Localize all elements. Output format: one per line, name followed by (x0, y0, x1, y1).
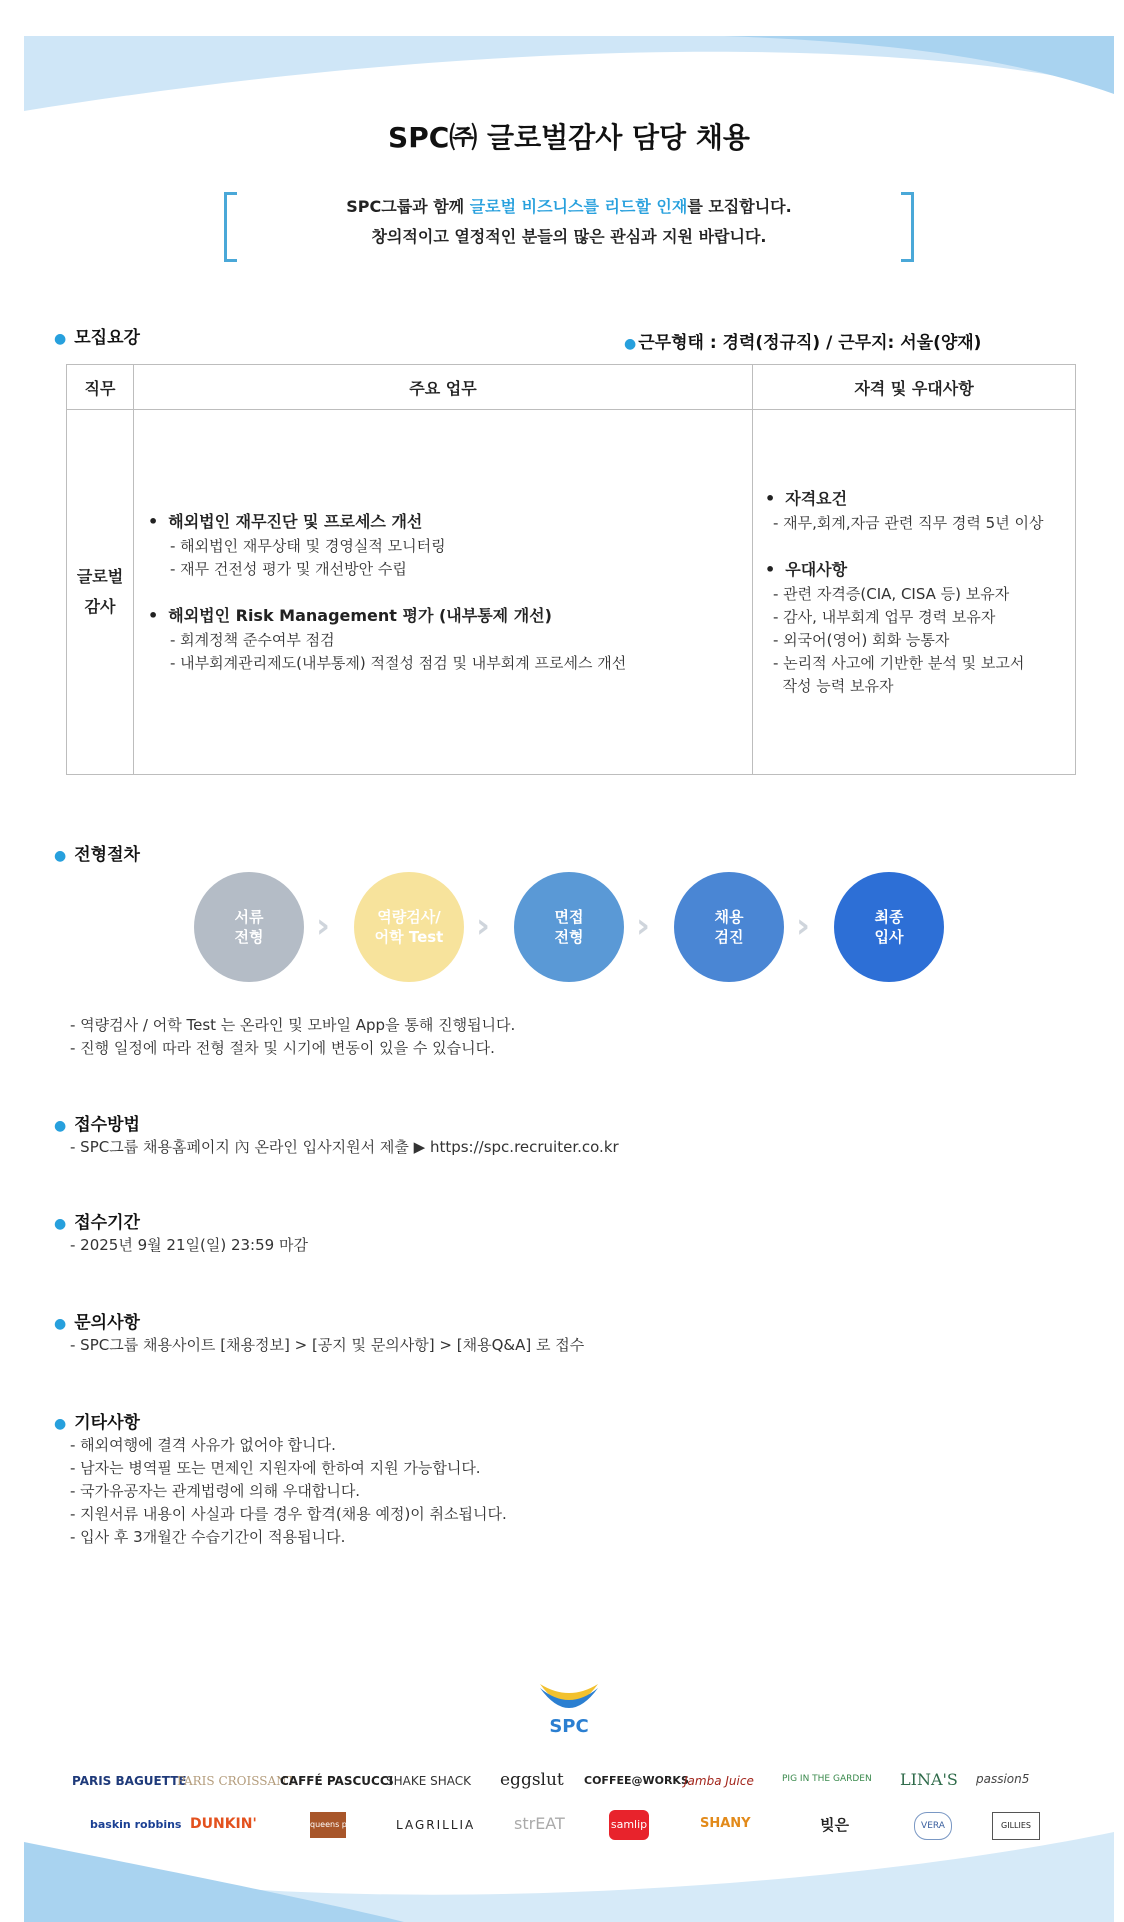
brand-logo: CAFFÉ PASCUCCI (280, 1774, 394, 1788)
process-heading: ● 전형절차 (54, 845, 140, 865)
duties-cell (134, 410, 753, 775)
chevron-right-icon: › (636, 906, 651, 946)
step-circle: 면접 전형 (514, 872, 624, 982)
spc-smile-icon (534, 1676, 604, 1716)
step-circle: 최종 입사 (834, 872, 944, 982)
period-text: - 2025년 9월 21일(일) 23:59 마감 (70, 1236, 308, 1254)
brand-logo: SHANY (700, 1816, 751, 1831)
step-circle: 역량검사/ 어학 Test (354, 872, 464, 982)
duty-item: - 해외법인 재무상태 및 경영실적 모니터링 (170, 537, 446, 555)
intro-line-2: 창의적이고 열정적인 분들의 많은 관심과 지원 바랍니다. (371, 227, 767, 246)
duty-item: - 회계정책 준수여부 점검 (170, 631, 335, 649)
page-title: SPC㈜ 글로벌감사 담당 채용 (388, 121, 750, 154)
process-notes: - 역량검사 / 어학 Test 는 온라인 및 모바일 App을 통해 진행됩니다. - 진행 일정에 따라 전형 절차 및 시기에 변동이 있을 수 있습니다. (70, 1016, 516, 1057)
etc-list: - 해외여행에 결격 사유가 없어야 합니다. - 남자는 병역필 또는 면제인 지원자에 한하여 지원 가능합니다. - 국가유공자는 관계법령에 의해 우대합니다. - 지원서류 내용이 사실과 다를 경우 합격(채용 예정)이 취소됩니다. - 입사 후 3개월간 수습기간이 적용됩니다. (70, 1436, 507, 1546)
chevron-right-icon: › (316, 906, 331, 946)
intro-highlight: 글로벌 비즈니스를 리드할 인재 (469, 197, 688, 216)
brand-logo: passion5 (976, 1772, 1030, 1786)
period-heading: ● 접수기간 (54, 1213, 140, 1233)
duty-item: - 내부회계관리제도(내부통제) 적절성 점검 및 내부회계 프로세스 개선 (170, 654, 627, 672)
chevron-right-icon: › (796, 906, 811, 946)
brand-logo: PIG IN THE GARDEN (782, 1774, 872, 1784)
duty-item: - 재무 건전성 평가 및 개선방안 수립 (170, 560, 407, 578)
poster-page (24, 36, 1114, 1922)
qual-title: • 자격요건 (765, 489, 848, 508)
work-type: ● 근무형태 : 경력(정규직) / 근무지: 서울(양재) (624, 333, 982, 353)
qual-item: - 논리적 사고에 기반한 분석 및 보고서 (773, 654, 1025, 672)
col-header-duties: 주요 업무 (134, 365, 753, 410)
recruit-table (66, 364, 1076, 775)
spc-logo (534, 1676, 604, 1746)
qualifications-cell (753, 410, 1076, 775)
brand-logo: PARIS CROISSANT (177, 1774, 295, 1788)
qual-title: • 우대사항 (765, 560, 848, 579)
qual-item: - 재무,회계,자금 관련 직무 경력 5년 이상 (773, 514, 1044, 532)
step-circle: 채용 검진 (674, 872, 784, 982)
brand-logo: GILLIES (992, 1812, 1040, 1840)
brand-logo: LAGRILLIA (396, 1818, 476, 1832)
qual-item: - 외국어(영어) 회화 능통자 (773, 631, 950, 649)
qual-item: - 관련 자격증(CIA, CISA 등) 보유자 (773, 585, 1010, 603)
brand-logo: samlip (609, 1810, 649, 1840)
left-bracket (224, 192, 237, 262)
role-cell: 글로벌 감사 (67, 410, 134, 775)
brand-logo: baskin robbins (90, 1818, 182, 1831)
duty-title: • 해외법인 Risk Management 평가 (내부통제 개선) (148, 606, 552, 625)
qual-item: 작성 능력 보유자 (773, 677, 894, 695)
qual-item: - 감사, 내부회계 업무 경력 보유자 (773, 608, 996, 626)
inquiry-heading: ● 문의사항 (54, 1313, 140, 1333)
process-steps (194, 872, 954, 984)
col-header-role: 직무 (67, 365, 134, 410)
brand-logo: DUNKIN' (190, 1816, 257, 1832)
spc-logo-text: SPC (549, 1716, 589, 1737)
intro-line-1: SPC그룹과 함께 글로벌 비즈니스를 리드할 인재를 모집합니다. (346, 197, 792, 216)
col-header-qualifications: 자격 및 우대사항 (753, 365, 1076, 410)
chevron-right-icon: › (476, 906, 491, 946)
brand-logo: LINA'S (900, 1770, 958, 1789)
top-wave-decoration (24, 36, 1114, 116)
brand-logo: SHAKE SHACK (386, 1774, 472, 1788)
brand-logo: VERA (914, 1812, 952, 1840)
brand-logo: COFFEE@WORKS (584, 1774, 689, 1787)
recruit-heading: ● 모집요강 (54, 328, 140, 348)
brand-logo: eggslut (500, 1770, 564, 1790)
inquiry-text: - SPC그룹 채용사이트 [채용정보] > [공지 및 문의사항] > [채용Q&A] 로 접수 (70, 1336, 585, 1354)
brand-logo: queens park (310, 1812, 346, 1838)
brand-logo: PARIS BAGUETTE (72, 1774, 187, 1788)
duty-title: • 해외법인 재무진단 및 프로세스 개선 (148, 512, 423, 531)
step-circle: 서류 전형 (194, 872, 304, 982)
brand-logo: Jamba Juice (684, 1774, 754, 1788)
brand-logo: 빚은 (820, 1816, 849, 1834)
apply-text: - SPC그룹 채용홈페이지 內 온라인 입사지원서 제출 ▶ https://spc.recruiter.co.kr (70, 1138, 619, 1156)
apply-heading: ● 접수방법 (54, 1115, 140, 1135)
etc-heading: ● 기타사항 (54, 1413, 140, 1433)
brand-logo: strEAT (514, 1814, 565, 1833)
bottom-wave-decoration (24, 1832, 1114, 1922)
intro-box (224, 192, 914, 262)
right-bracket (901, 192, 914, 262)
